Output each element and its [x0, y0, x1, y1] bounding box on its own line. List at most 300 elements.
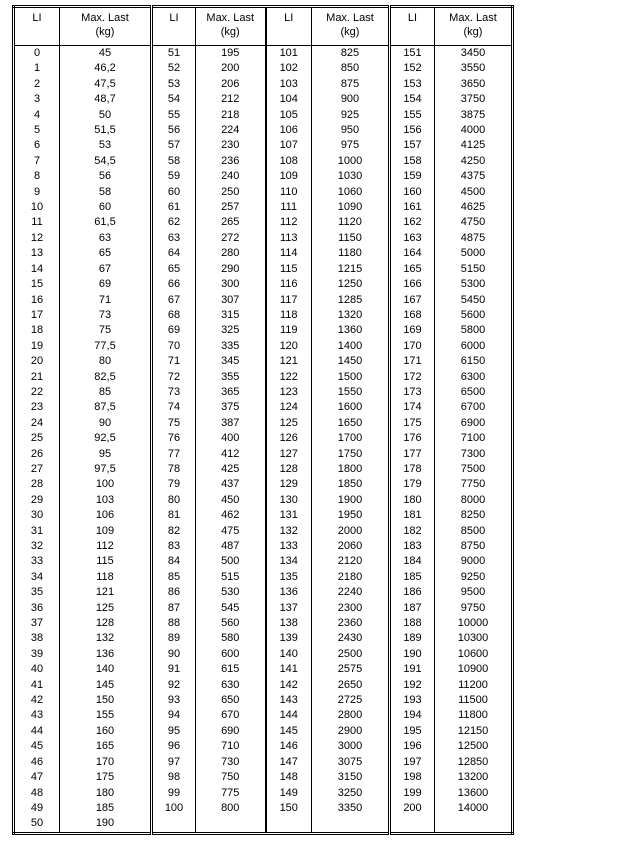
- li-cell: 146: [266, 739, 312, 754]
- li-cell: 182: [390, 524, 435, 539]
- li-cell: 144: [266, 708, 312, 723]
- load-cell: 2575: [312, 662, 390, 677]
- load-cell: 1500: [312, 370, 390, 385]
- li-cell: 73: [152, 385, 196, 400]
- table-row: [14, 138, 513, 153]
- load-cell: 3550: [435, 61, 513, 76]
- load-cell: 11200: [435, 678, 513, 693]
- load-cell: 3650: [435, 77, 513, 92]
- load-index-table: [12, 5, 514, 835]
- load-cell: 1030: [312, 169, 390, 184]
- load-cell: 80: [60, 354, 152, 369]
- load-cell: 2060: [312, 539, 390, 554]
- table-row: [14, 293, 513, 308]
- li-cell: 130: [266, 493, 312, 508]
- load-cell: 1215: [312, 262, 390, 277]
- li-cell: 115: [266, 262, 312, 277]
- load-cell: 212: [196, 92, 266, 107]
- li-cell: 176: [390, 431, 435, 446]
- table-row: [14, 462, 513, 477]
- load-cell: 125: [60, 601, 152, 616]
- load-cell: 875: [312, 77, 390, 92]
- load-cell: [312, 816, 390, 833]
- li-cell: 147: [266, 755, 312, 770]
- li-cell: 93: [152, 693, 196, 708]
- li-cell: 99: [152, 786, 196, 801]
- li-cell: 191: [390, 662, 435, 677]
- li-cell: [152, 816, 196, 833]
- load-cell: 2725: [312, 693, 390, 708]
- li-cell: 21: [30, 370, 44, 383]
- load-cell: 4625: [435, 200, 513, 215]
- load-cell: 12500: [435, 739, 513, 754]
- li-cell: 95: [152, 724, 196, 739]
- load-cell: 121: [60, 585, 152, 600]
- load-cell: 75: [60, 323, 152, 338]
- load-cell: 400: [196, 431, 266, 446]
- load-cell: 236: [196, 154, 266, 169]
- li-cell: 134: [266, 554, 312, 569]
- load-cell: 58: [60, 185, 152, 200]
- li-cell: 47: [30, 771, 44, 784]
- li-cell: 88: [152, 616, 196, 631]
- li-cell: 145: [266, 724, 312, 739]
- li-cell: 37: [30, 617, 44, 630]
- li-cell: 70: [152, 339, 196, 354]
- load-cell: 2120: [312, 554, 390, 569]
- li-cell: 77: [152, 447, 196, 462]
- load-cell: 775: [196, 786, 266, 801]
- li-cell: 177: [390, 447, 435, 462]
- table-row: [14, 108, 513, 123]
- li-cell: 125: [266, 416, 312, 431]
- load-cell: 515: [196, 570, 266, 585]
- table-row: [14, 678, 513, 693]
- li-cell: 183: [390, 539, 435, 554]
- load-cell: 900: [312, 92, 390, 107]
- li-cell: 78: [152, 462, 196, 477]
- li-cell: 51: [152, 46, 196, 62]
- li-cell: 97: [152, 755, 196, 770]
- li-cell: 111: [266, 200, 312, 215]
- li-cell: 96: [152, 739, 196, 754]
- load-cell: 1285: [312, 293, 390, 308]
- li-cell: 200: [390, 801, 435, 816]
- li-cell: 186: [390, 585, 435, 600]
- li-cell: 48: [30, 786, 44, 799]
- li-cell: 46: [30, 755, 44, 768]
- li-cell: 49: [30, 801, 44, 814]
- load-cell: 6000: [435, 339, 513, 354]
- li-cell: 26: [30, 447, 44, 460]
- li-cell: 192: [390, 678, 435, 693]
- li-cell: 129: [266, 477, 312, 492]
- li-cell: 25: [30, 432, 44, 445]
- li-cell: 0: [33, 47, 41, 59]
- load-cell: 56: [60, 169, 152, 184]
- li-cell: 30: [30, 509, 44, 522]
- table-row: [14, 477, 513, 492]
- load-cell: 13600: [435, 786, 513, 801]
- li-cell: 44: [30, 724, 44, 737]
- load-cell: 175: [60, 770, 152, 785]
- load-cell: 7100: [435, 431, 513, 446]
- li-cell: 33: [30, 555, 44, 568]
- li-cell: 45: [30, 740, 44, 753]
- header-row: [14, 7, 513, 46]
- load-cell: 115: [60, 554, 152, 569]
- li-cell: 14: [30, 262, 44, 275]
- load-header-label: Max. Last: [326, 12, 374, 24]
- li-cell: 65: [152, 262, 196, 277]
- li-cell: 120: [266, 339, 312, 354]
- li-header: LI: [266, 7, 312, 46]
- load-cell: 3250: [312, 786, 390, 801]
- load-cell: 2180: [312, 570, 390, 585]
- load-cell: 224: [196, 123, 266, 138]
- load-cell: 13200: [435, 770, 513, 785]
- li-cell: 128: [266, 462, 312, 477]
- load-cell: 1450: [312, 354, 390, 369]
- li-cell: 159: [390, 169, 435, 184]
- li-cell: 131: [266, 508, 312, 523]
- load-cell: 12150: [435, 724, 513, 739]
- li-cell: [390, 816, 435, 833]
- li-cell: 91: [152, 662, 196, 677]
- li-cell: 63: [152, 231, 196, 246]
- li-cell: 141: [266, 662, 312, 677]
- load-header: [312, 7, 390, 46]
- li-cell: 6: [33, 139, 41, 152]
- load-cell: 1360: [312, 323, 390, 338]
- load-cell: 560: [196, 616, 266, 631]
- li-cell: 83: [152, 539, 196, 554]
- load-cell: 545: [196, 601, 266, 616]
- li-cell: 193: [390, 693, 435, 708]
- load-cell: 710: [196, 739, 266, 754]
- load-cell: 165: [60, 739, 152, 754]
- table-row: [14, 539, 513, 554]
- load-cell: 2300: [312, 601, 390, 616]
- load-cell: 7750: [435, 477, 513, 492]
- li-cell: 18: [30, 324, 44, 337]
- load-cell: 1800: [312, 462, 390, 477]
- table-row: [14, 61, 513, 76]
- li-cell: 39: [30, 647, 44, 660]
- load-cell: 315: [196, 308, 266, 323]
- li-cell: 102: [266, 61, 312, 76]
- li-cell: 3: [33, 93, 41, 106]
- li-cell: 180: [390, 493, 435, 508]
- table-row: [14, 801, 513, 816]
- table-row: [14, 770, 513, 785]
- table-row: [14, 339, 513, 354]
- load-cell: 3075: [312, 755, 390, 770]
- li-cell: 184: [390, 554, 435, 569]
- li-cell: 15: [30, 278, 44, 291]
- li-cell: 16: [30, 293, 44, 306]
- load-cell: 3750: [435, 92, 513, 107]
- li-cell: 64: [152, 246, 196, 261]
- li-cell: 121: [266, 354, 312, 369]
- li-cell: 162: [390, 215, 435, 230]
- li-cell: 62: [152, 215, 196, 230]
- load-cell: 335: [196, 339, 266, 354]
- load-cell: 250: [196, 185, 266, 200]
- table-row: [14, 524, 513, 539]
- load-cell: 1400: [312, 339, 390, 354]
- li-cell: 100: [152, 801, 196, 816]
- li-cell: 31: [30, 524, 44, 537]
- load-cell: 6300: [435, 370, 513, 385]
- load-cell: 9250: [435, 570, 513, 585]
- load-cell: 73: [60, 308, 152, 323]
- load-cell: 67: [60, 262, 152, 277]
- load-cell: 1550: [312, 385, 390, 400]
- li-header: LI: [390, 7, 435, 46]
- load-cell: 1850: [312, 477, 390, 492]
- load-cell: 9000: [435, 554, 513, 569]
- load-cell: 5450: [435, 293, 513, 308]
- table-row: [14, 154, 513, 169]
- li-cell: 80: [152, 493, 196, 508]
- li-cell: 9: [33, 185, 41, 198]
- table-row: [14, 385, 513, 400]
- li-cell: 105: [266, 108, 312, 123]
- li-cell: 98: [152, 770, 196, 785]
- li-cell: 22: [30, 385, 44, 398]
- li-header: LI: [152, 7, 196, 46]
- li-cell: 173: [390, 385, 435, 400]
- li-cell: 112: [266, 215, 312, 230]
- load-cell: 325: [196, 323, 266, 338]
- li-cell: 142: [266, 678, 312, 693]
- li-cell: 68: [152, 308, 196, 323]
- load-cell: 1950: [312, 508, 390, 523]
- load-cell: 4125: [435, 138, 513, 153]
- load-cell: 2240: [312, 585, 390, 600]
- table-row: [14, 370, 513, 385]
- load-cell: 10300: [435, 631, 513, 646]
- load-cell: 61,5: [60, 215, 152, 230]
- table-row: [14, 708, 513, 723]
- li-cell: 185: [390, 570, 435, 585]
- load-cell: 103: [60, 493, 152, 508]
- table-row: [14, 185, 513, 200]
- load-cell: 140: [60, 662, 152, 677]
- li-cell: 194: [390, 708, 435, 723]
- load-cell: 6500: [435, 385, 513, 400]
- li-cell: 61: [152, 200, 196, 215]
- table-row: [14, 739, 513, 754]
- li-cell: 136: [266, 585, 312, 600]
- li-cell: 40: [30, 663, 44, 676]
- load-cell: 8000: [435, 493, 513, 508]
- load-cell: 375: [196, 400, 266, 415]
- table-row: [14, 786, 513, 801]
- table-row: [14, 662, 513, 677]
- load-cell: 530: [196, 585, 266, 600]
- load-cell: 850: [312, 61, 390, 76]
- load-cell: 437: [196, 477, 266, 492]
- load-cell: 54,5: [60, 154, 152, 169]
- load-cell: 7500: [435, 462, 513, 477]
- li-cell: 108: [266, 154, 312, 169]
- li-cell: 13: [30, 247, 44, 260]
- li-cell: 168: [390, 308, 435, 323]
- load-cell: 4875: [435, 231, 513, 246]
- li-cell: 69: [152, 323, 196, 338]
- li-cell: 150: [266, 801, 312, 816]
- load-cell: 412: [196, 447, 266, 462]
- load-cell: 1000: [312, 154, 390, 169]
- load-cell: 106: [60, 508, 152, 523]
- li-cell: 72: [152, 370, 196, 385]
- load-cell: 3150: [312, 770, 390, 785]
- table-row: [14, 200, 513, 215]
- load-cell: 8500: [435, 524, 513, 539]
- load-cell: 12850: [435, 755, 513, 770]
- table-row: [14, 493, 513, 508]
- li-cell: 155: [390, 108, 435, 123]
- li-cell: 66: [152, 277, 196, 292]
- load-cell: 1090: [312, 200, 390, 215]
- load-cell: 1150: [312, 231, 390, 246]
- load-cell: 2650: [312, 678, 390, 693]
- load-cell: 145: [60, 678, 152, 693]
- load-cell: 46,2: [60, 61, 152, 76]
- load-cell: 4375: [435, 169, 513, 184]
- load-cell: 615: [196, 662, 266, 677]
- load-cell: 128: [60, 616, 152, 631]
- li-cell: 35: [30, 586, 44, 599]
- li-cell: 52: [152, 61, 196, 76]
- load-cell: 47,5: [60, 77, 152, 92]
- load-cell: 580: [196, 631, 266, 646]
- li-cell: 132: [266, 524, 312, 539]
- load-cell: 2800: [312, 708, 390, 723]
- li-cell: 79: [152, 477, 196, 492]
- load-cell: 800: [196, 801, 266, 816]
- load-cell: 630: [196, 678, 266, 693]
- table-row: [14, 724, 513, 739]
- load-cell: 4250: [435, 154, 513, 169]
- li-cell: 41: [30, 678, 44, 691]
- table-row: [14, 816, 513, 833]
- load-header: [435, 7, 513, 46]
- table-row: [14, 308, 513, 323]
- li-cell: 4: [33, 108, 41, 121]
- load-cell: [435, 816, 513, 833]
- load-cell: 487: [196, 539, 266, 554]
- load-cell: 218: [196, 108, 266, 123]
- load-cell: 387: [196, 416, 266, 431]
- load-cell: 10600: [435, 647, 513, 662]
- table-row: [14, 508, 513, 523]
- load-cell: 730: [196, 755, 266, 770]
- li-cell: 36: [30, 601, 44, 614]
- li-cell: 151: [390, 46, 435, 62]
- table-body: [14, 46, 513, 834]
- table-row: [14, 570, 513, 585]
- load-cell: 5600: [435, 308, 513, 323]
- li-cell: 127: [266, 447, 312, 462]
- load-header: [196, 7, 266, 46]
- load-cell: 450: [196, 493, 266, 508]
- li-cell: 10: [30, 201, 44, 214]
- li-cell: 110: [266, 185, 312, 200]
- load-cell: 4000: [435, 123, 513, 138]
- li-cell: 17: [30, 308, 44, 321]
- load-cell: 132: [60, 631, 152, 646]
- li-cell: 163: [390, 231, 435, 246]
- load-cell: 950: [312, 123, 390, 138]
- load-cell: 1250: [312, 277, 390, 292]
- li-cell: 89: [152, 631, 196, 646]
- li-cell: 74: [152, 400, 196, 415]
- li-cell: 172: [390, 370, 435, 385]
- table-row: [14, 431, 513, 446]
- li-cell: 19: [30, 339, 44, 352]
- table-row: [14, 123, 513, 138]
- load-cell: 71: [60, 293, 152, 308]
- load-cell: 3875: [435, 108, 513, 123]
- table-row: [14, 631, 513, 646]
- li-cell: 198: [390, 770, 435, 785]
- li-cell: 8: [33, 170, 41, 183]
- li-cell: 85: [152, 570, 196, 585]
- li-cell: 103: [266, 77, 312, 92]
- load-header-unit: (kg): [95, 26, 115, 38]
- li-cell: 152: [390, 61, 435, 76]
- li-header: LI: [14, 7, 60, 46]
- load-cell: 2360: [312, 616, 390, 631]
- load-cell: 290: [196, 262, 266, 277]
- li-cell: 166: [390, 277, 435, 292]
- li-cell: 38: [30, 632, 44, 645]
- load-cell: 63: [60, 231, 152, 246]
- load-cell: 51,5: [60, 123, 152, 138]
- table-row: [14, 323, 513, 338]
- load-cell: 5800: [435, 323, 513, 338]
- table-row: [14, 231, 513, 246]
- load-cell: 8250: [435, 508, 513, 523]
- load-header-unit: (kg): [463, 26, 483, 38]
- load-header-unit: (kg): [220, 26, 240, 38]
- load-cell: 206: [196, 77, 266, 92]
- load-cell: 95: [60, 447, 152, 462]
- load-cell: 825: [312, 46, 390, 62]
- table-row: [14, 447, 513, 462]
- li-cell: 167: [390, 293, 435, 308]
- li-cell: 24: [30, 416, 44, 429]
- load-header-label: Max. Last: [81, 12, 129, 24]
- load-cell: 5150: [435, 262, 513, 277]
- load-cell: 1600: [312, 400, 390, 415]
- load-cell: 65: [60, 246, 152, 261]
- load-cell: 307: [196, 293, 266, 308]
- load-cell: 3450: [435, 46, 513, 62]
- li-cell: 23: [30, 401, 44, 414]
- load-cell: 150: [60, 693, 152, 708]
- li-cell: 137: [266, 601, 312, 616]
- load-cell: 69: [60, 277, 152, 292]
- load-cell: 6900: [435, 416, 513, 431]
- load-cell: 53: [60, 138, 152, 153]
- li-cell: 106: [266, 123, 312, 138]
- load-cell: 1320: [312, 308, 390, 323]
- load-header-label: Max. Last: [206, 12, 255, 24]
